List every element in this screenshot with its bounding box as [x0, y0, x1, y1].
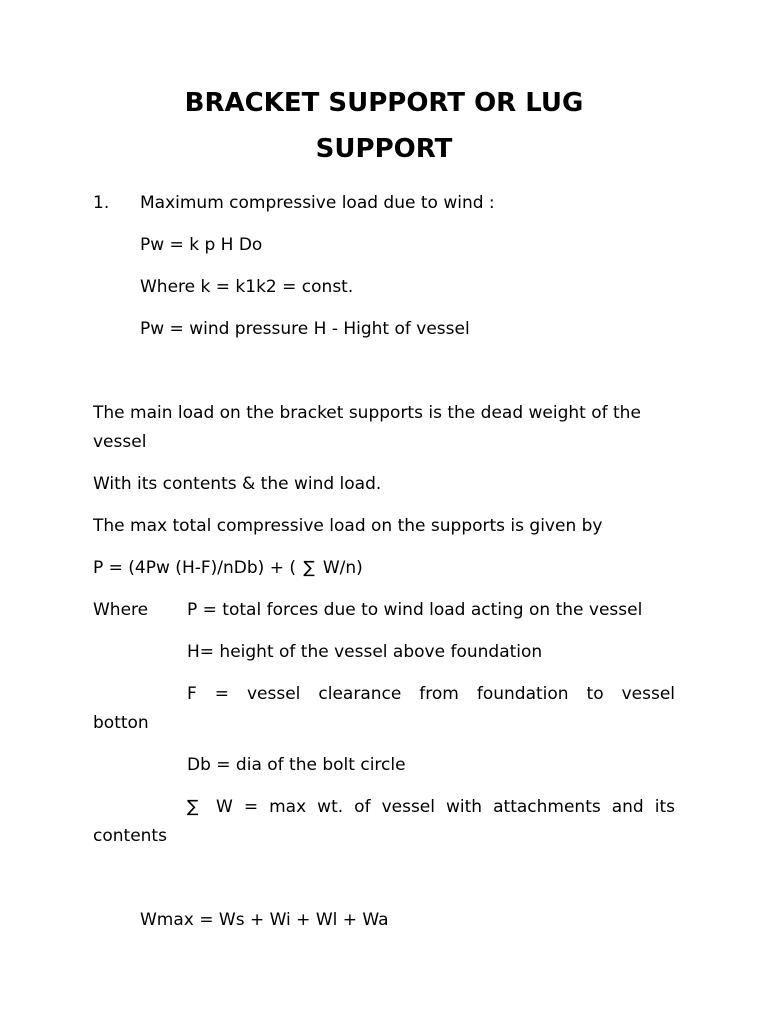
- where-label: Where: [93, 600, 149, 620]
- wmax-formula: Wmax = Ws + Wi + Wl + Wa: [140, 910, 389, 930]
- wind-load-formula: Pw = k p H Do: [140, 235, 263, 255]
- db-definition: Db = dia of the bolt circle: [187, 755, 406, 775]
- constant-definition: Where k = k1k2 = const.: [140, 277, 354, 297]
- section-number: 1.: [93, 193, 110, 213]
- formula-right: W/n): [322, 558, 363, 578]
- f-definition-line-1: F = vessel clearance from foundation to vessel: [187, 684, 675, 704]
- sigma-w-symbol: ∑: [187, 797, 199, 817]
- paragraph-contents: With its contents & the wind load.: [93, 474, 382, 494]
- wind-pressure-definition: Pw = wind pressure H - Hight of vessel: [140, 319, 470, 339]
- formula-left: P = (4Pw (H-F)/nDb) + (: [93, 558, 296, 578]
- paragraph-max-load: The max total compressive load on the supports is given by: [93, 516, 603, 536]
- page-title-line-1: BRACKET SUPPORT OR LUG: [184, 88, 584, 118]
- f-definition-line-2: botton: [93, 713, 149, 733]
- page-title-line-2: SUPPORT: [315, 134, 453, 164]
- p-definition: P = total forces due to wind load acting on the vessel: [187, 600, 643, 620]
- paragraph-main-load-line-2: vessel: [93, 432, 147, 452]
- total-load-formula: [93, 557, 363, 579]
- sigma-symbol: ∑: [303, 558, 315, 578]
- paragraph-main-load-line-1: The main load on the bracket supports is the dead weight of the: [93, 403, 641, 423]
- w-definition-line-1: W = max wt. of vessel with attachments and its: [216, 797, 675, 817]
- section-heading: Maximum compressive load due to wind :: [140, 193, 495, 213]
- h-definition: H= height of the vessel above foundation: [187, 642, 543, 662]
- w-definition-line-2: contents: [93, 826, 167, 846]
